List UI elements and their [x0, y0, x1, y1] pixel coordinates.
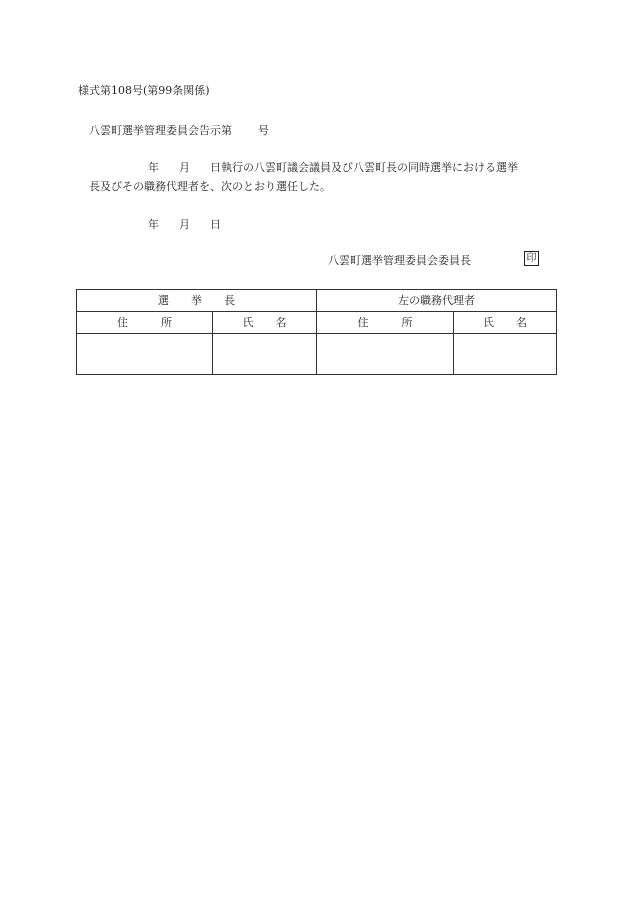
cell-deputy-name [454, 334, 557, 375]
date-line [148, 218, 221, 232]
header-deputy-address: 住 所 [317, 312, 454, 334]
seal-mark: 印 [524, 251, 539, 266]
notice-line [89, 124, 269, 138]
header-chief-name: 氏 名 [213, 312, 317, 334]
body-day-text: 日執行の八雲町議会議員及び八雲町長の同時選挙における選挙 [210, 161, 518, 174]
body-paragraph-line-2: 長及びその職務代理者を、次のとおり選任した。 [89, 180, 331, 193]
form-number: 様式第108号(第99条関係) [78, 84, 210, 97]
body-month: 月 [179, 161, 190, 174]
notice-suffix: 号 [258, 124, 269, 137]
table-row [77, 334, 557, 375]
signatory-title: 八雲町選挙管理委員会委員長 [328, 254, 471, 267]
body-year: 年 [148, 161, 159, 174]
header-election-chief: 選 挙 長 [77, 290, 317, 312]
date-day: 日 [210, 218, 221, 231]
header-chief-address: 住 所 [77, 312, 213, 334]
header-deputy-name: 氏 名 [454, 312, 557, 334]
appointment-table [76, 289, 557, 375]
header-deputy: 左の職務代理者 [317, 290, 557, 312]
body-paragraph-line-1 [148, 161, 518, 175]
date-month: 月 [179, 218, 190, 231]
cell-deputy-address [317, 334, 454, 375]
cell-chief-address [77, 334, 213, 375]
cell-chief-name [213, 334, 317, 375]
date-year: 年 [148, 218, 159, 231]
notice-prefix: 八雲町選挙管理委員会告示第 [89, 124, 232, 137]
